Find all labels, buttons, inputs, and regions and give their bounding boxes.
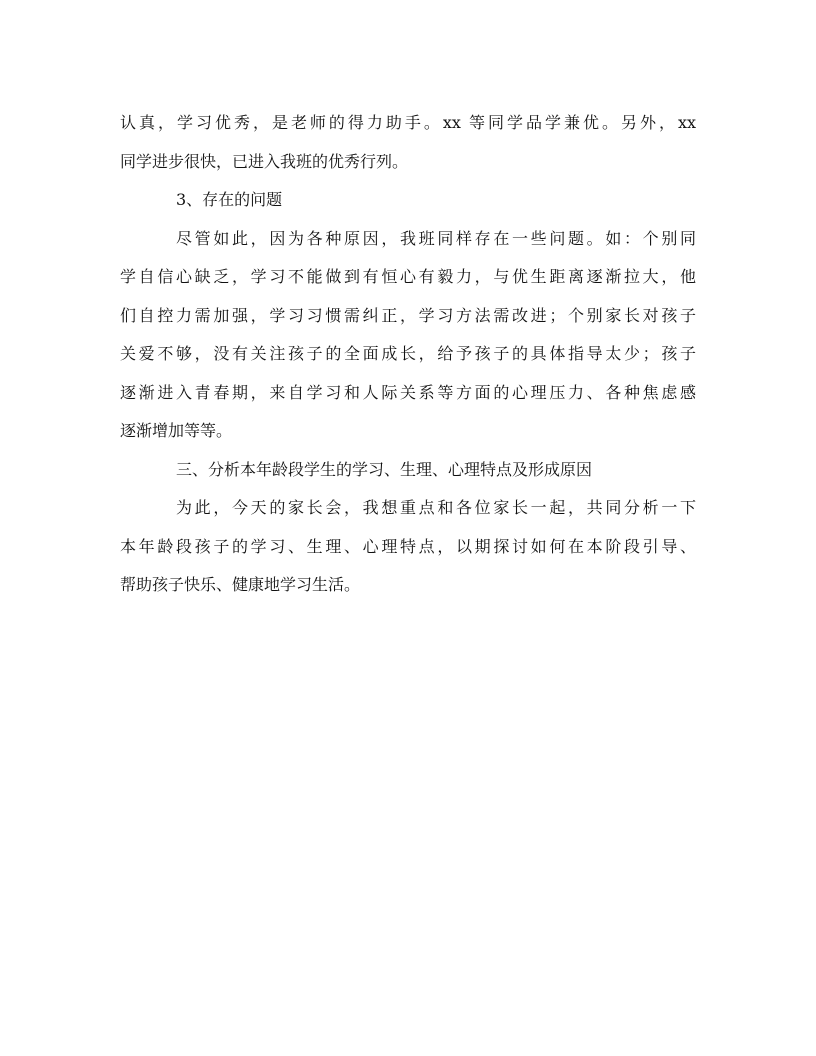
section-heading: 3、存在的问题 <box>176 190 283 209</box>
document-body <box>120 104 696 605</box>
paragraph-line: 本年龄段孩子的学习、生理、心理特点，以期探讨如何在本阶段引导、 <box>120 536 696 556</box>
paragraph-line: 逐渐增加等等。 <box>120 421 233 440</box>
section-heading: 三、分析本年龄段学生的学习、生理、心理特点及形成原因 <box>176 459 593 479</box>
paragraph-line: 为此，今天的家长会，我想重点和各位家长一起，共同分析一下 <box>176 498 696 517</box>
paragraph-line: 尽管如此，因为各种原因，我班同样存在一些问题。如：个别同 <box>176 228 696 248</box>
paragraph-line: 帮助孩子快乐、健康地学习生活。 <box>120 575 361 594</box>
paragraph-line: 逐渐进入青春期，来自学习和人际关系等方面的心理压力、各种焦虑感 <box>120 382 696 402</box>
paragraph-line: 关爱不够，没有关注孩子的全面成长，给予孩子的具体指导太少；孩子 <box>120 344 696 363</box>
paragraph-line: 认真，学习优秀，是老师的得力助手。xx 等同学品学兼优。另外，xx <box>120 113 696 132</box>
paragraph-line: 学自信心缺乏，学习不能做到有恒心有毅力，与优生距离逐渐拉大，他 <box>120 267 696 286</box>
paragraph-line: 们自控力需加强，学习习惯需纠正，学习方法需改进；个别家长对孩子 <box>120 305 696 325</box>
paragraph-line: 同学进步很快，已进入我班的优秀行列。 <box>120 151 409 171</box>
